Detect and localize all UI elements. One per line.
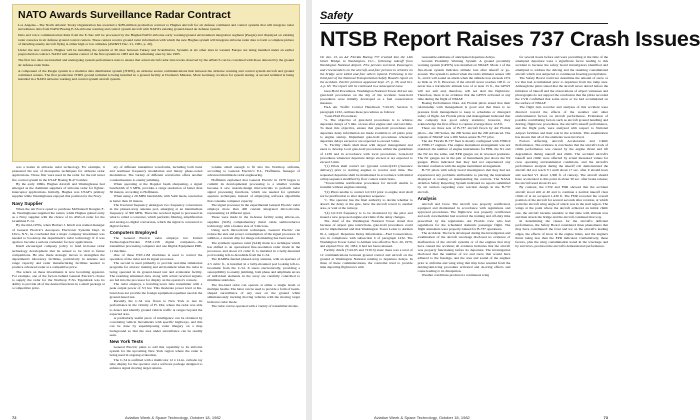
left-column-1: [12, 165, 105, 408]
subheading: New York Tests: [109, 338, 144, 344]
body-paragraph: Kindl encouraged company policy to fund in-house radar technology development that he sensed to be vital to future competitions. He also made strategic moves to strengthen the department's laboratory facilities, particularly in antenna test range capacity and radar manufacturing facilities needed to produce advanced radar at a competitive price.: [12, 244, 105, 270]
body-paragraph: Facility chiefs (7110.65 and 7210.3) state: there was a total of 12 communications between ground control and aircraft on the ground at Washington National relating to departure delays. In three of these communications, the controller tried to provide time departing flightcrews with: [320, 248, 413, 270]
left-column-2: [110, 165, 203, 408]
body-paragraph: was a leader in airborne radar technology. For example, it pioneered the use of monopulse techniques for airborne radar applications. Those first were used in the radar for the tail turret fire control system in the USAF Boeing B-47 bomber.: [12, 165, 105, 182]
body-paragraph: The return on these investments is now becoming apparent. For example, one of the factors behind General Electric's choice to supply the radar for the Northrop F-5G Tigershark was its ability to provide all of the desired functions in a small package at a competitive price.: [12, 269, 105, 291]
body-paragraph: volume small enough to fit into the Northrop airframe, according to General Electric's E.L. Hoffmann, manager of advanced multimode radar engineering.: [207, 165, 301, 178]
body-paragraph: Ground Proximity Warning System. A ground proximity warning system (GPWS) was installed on N62AF. Mode 1 of the five-mode system indicates altitude loss after takeoff or go-around. The system is armed when the radio altimeter senses 100 ft., and it will sound an alarm when the altitude loss exceeds 10% as little as 15 ft. However, if the aircraft never reaches 100 ft. or never has a barometric altitude loss of at least 15 ft., the GPWS will not arm and, therefore, will not alert the flightcrew. Therefore, there is no evidence that the GPWS activated at any time during the flight of N62AF.: [417, 59, 511, 102]
body-paragraph: "(1) Pilots shall contact GC (ground control)/CD (clearance delivery) prior to starting engines to receive start time. The requested departure shall be maintained in accordance with initial callup sequence modified by flow control restrictions.: [320, 164, 413, 181]
body-paragraph: When using a 20-MHz bandwidth, with SAR mode, resolution is better than 10 meters.: [109, 194, 203, 203]
body-paragraph: By contrast, the CVR and FDR showed that the accident aircraft stood still at 40 and to continue a normal takeoff clear climb of at an accepted 1,430 ft. The FDR recorded the overall position of the aircraft for several seconds after rotation, at which point the aircraft wing angle of attack was in the stall region. The wings at the point where the aircraft achieved an initial climb rate, the aircraft became unstable at that time with altitude loss and then struck the bridge and the aircraft continued that way.: [515, 185, 609, 219]
body-paragraph: Using such microcircuit techniques, General Electric can reduce the size and power consumption of the signal processor. In addition, a custom chip for image reformatting has been used.: [207, 228, 301, 241]
left-column-3: [207, 165, 300, 408]
body-paragraph: "(4) GC/CD frequency is to be monitored by the pilot and issued a new proposed engine start time if the delay changes.: [320, 210, 413, 219]
body-paragraph: The signal processor in the experimental General Electric radar employs more than 400 custom integrated microcircuits, representing 14 different types.: [207, 202, 301, 216]
page-number: 72: [12, 415, 17, 420]
body-paragraph: One of these ESE-11M machines is used to control the operation of the radar and its signal processor.: [109, 252, 203, 262]
body-paragraph: The General Electric radar employs two United Technologies/Norden ESE-1158 digital computers—the transmitter processing computer and one Digital Equipment PDP-11 machine.: [109, 236, 203, 253]
body-paragraph: These were made in the in-house facility using silicon-on-sapphire (SOS) complementary metal oxide semiconductor technology with a feature size of 3 microns.: [207, 215, 301, 228]
magazine-footer: Aviation Week & Space Technology, October 18, 1982: [125, 415, 221, 420]
body-paragraph: By the mid-1970s, when Herbert J. Kindl was named manager of General Electric's Aerospace Electronic Systems Dept. in Utica, N.Y., he concluded that a major company investment was needed to bootstrap the department's radar technology if it was again to become a serious contender for new applications.: [12, 223, 105, 245]
sidebar-box: [12, 4, 300, 162]
body-paragraph: "b. Facility chiefs shall meet with airport management and users to develop local gate-hold procedures within the guidelines of 1239 and in accordance with local procedures. Gate-hold procedures whenever departure delays exceed or are expected to exceed 5 min.: [320, 143, 413, 165]
body-paragraph: The C-54 is outfitted with a multicolor 12 x 12-in. cathode ray tube display for the operator and a software package designed to enhance signal moving target returns.: [109, 357, 203, 370]
left-article-body: [12, 165, 300, 408]
body-paragraph: The Accident. The facts developed during the investigation and examination of the aircraft wreckage disclosed no evidence of malfunction of the aircraft systems or of the engines that may have caused the accident; all evidence indicates that the aircraft was properly functioning before its departure. The investigation disclosed that the number of ice and snow that would have adhered to the fuselage, and the area and sound of the engines prior to airframe and wing icing that may have resulted from the deicing/anti-icing procedure activated and de-icing effects and cause leading to its dissipation.: [417, 231, 511, 273]
subheading: Computers Employed: [109, 230, 158, 236]
body-paragraph: When operating at the Doppler beam sharpening, a signal bandwidth of 5 MHz, provides a range resolution of better than 30 meters, according to Hoffmann.: [109, 181, 203, 195]
body-paragraph: Factors Affecting Aircraft Acceleration and Climb Performance. The evidence is conclusive that the aircraft's lack of climb performance was caused by the engine thrust and lift degradation during takeoff and climb. The accident aircraft's takeoff and climb were affected by actual measured values for crew operating environmental conditions, and the aircraft's performance analysis during the takeoff roll demonstrated the aircraft did not reach V1 until about 17 sec. after it should have and reached V1 about 1,300 ft. of runway. The aircraft should have accelerated to this point in about 30 sec. after brake release; the aircraft used about 45 sec.: [515, 139, 609, 186]
body-paragraph: Gust-Hold Procedures. Washington National Tower did not use gust-hold procedures on the day of the accident. Gust-hold procedures were initially developed as a fuel conservation measure.: [320, 88, 413, 106]
subheading: Analysis: [417, 195, 437, 201]
body-paragraph: The Ku-band radar can operate at either a single beam or multiple beams. The latter can be used to provide a form of beam-shaped surveillance of any area on the ground while simultaneously tracking moving vehicles with the moving target indicator radar mode.: [207, 282, 301, 304]
body-paragraph: The radar can be operated with a variety of transmitter modes.: [211, 303, 299, 308]
body-paragraph: In determining the causes for the aircraft's deficient performance, the Safety Board considered three phenomena that may have contributed: the frost and ice on the aircraft's leading edges, the effects of snow in the engine inlets, and the engine's thrust being less than the EPR indicated. Cumulatively, these factors, plus the wing contamination noted in the wreckage and by survivors, produced the aircraft's demonstrated performance.: [515, 218, 609, 249]
right-column-2: [418, 55, 511, 361]
body-paragraph: "Gust-Hold Procedures: [324, 113, 357, 118]
page-number: 73: [603, 415, 608, 420]
body-paragraph: "(2) Pilots unable to contact GC/CD prior to engine start shall not be justification to alter departure sequence.: [320, 189, 413, 198]
body-paragraph: "c. The operator has the final authority to decide whether to absorb the delay at the gate, have the aircraft towed to another area, or wait at the runway.: [320, 197, 413, 211]
body-paragraph: When the Air Force opted to purchase McDonnell Douglas F-4s, Westinghouse supplied the radars, while Hughes gained entry as a Navy supplier with the choice of its AWG-9 radar for the Grumman F-14.: [12, 206, 105, 224]
sidebar-paragraph: Los Angeles—The North Atlantic Treaty Organization has awarded a $285-million production contract to Hughes Aircraft for air defense command and control systems that will integrate radar surveillance data from NATO Boeing E-3A airborne warning and control system aircraft with NATO's existing ground-based air defense system.: [18, 23, 294, 32]
body-paragraph: There are three sets of B-737 aircraft flown by Air Florida pilots—the 100 Series, the 200 Series and the 200 Advanced. The captain of N62AF was a 200 Series senior B-737 pilot.: [417, 126, 511, 139]
body-paragraph: General Electric plans to add this capability to its airborne system for the upcoming New York region where the radar is being used in ongoing evaluation.: [109, 344, 203, 358]
body-paragraph: The radar employs a traveling-wave tube transmitter with a peak output power of 3.5 kw. This moderate power level at Ku-band does not provide the foreign equipment equalizer used in the ground-based test.: [109, 282, 203, 299]
body-paragraph: reasonable estimates of anticipated departure delays.: [421, 55, 496, 59]
subheading: Navy Supplier: [12, 200, 43, 206]
sidebar-text: [18, 23, 294, 81]
sidebar-paragraph: Data and voice communication links from the E-3As will be processed by the Hughes/NATO airborne early warning/ground environment integration segment (Peegie) and displayed on existing radar consoles in air defense ground control centers. These centers receive ground radar information with which the new Hughes system will integrate airborne radar data to form a complete picture of intruding enemy aircraft flying at either high or low altitudes (AW&ST Dec. 21, 1981, p. 40).: [18, 33, 294, 46]
page-gutter: [306, 0, 312, 420]
right-article-body: [320, 55, 608, 361]
section-label: Safety: [320, 10, 608, 24]
body-paragraph: The Ku-band frequency undergoes two frequency conversions in the phased-array antenna pod, emerging at an intermediate frequency of 300 MHz. There the received signal is processed in what is called a converter, which performs filtering, amplification and analog-to-digital conversion, which the signal is converted to digital format.: [109, 202, 203, 228]
sidebar-paragraph: A component of the Peegie system is a modular data distribution system (JTIDS), an airborne secure communications link between the airborne warning and control system aircraft and ground command centers. The first production JTIDS ground terminal is being installed in a ground facility at Dorman's Mission, Mont Germany, location for system testing. A second terminal is being installed in a NATO airborne warning and control system aircraft system.: [18, 68, 294, 82]
right-page: [314, 0, 700, 420]
body-paragraph: The flight data recorder and analyses of this accident were directed toward the effects of the weather and other environmental factors on aircraft performance. Evaluation of possible contributing factors such as aircraft ground handling and deicing, flightcrew procedures, the aircraft's takeoff performance, and the flight path, were analyzed with respect to National Airport facilities and their role in the accident. This examination has shown that all of the elements were involved.: [515, 105, 609, 139]
body-paragraph: The second is used primarily to provide real-time simulation programs for aircrew training and environment when the radar is being operated in its ground-based test and evaluation facility. The resulting simulated data, along with actual received signals, are fed into the processor for display on the operator's console.: [109, 261, 203, 283]
body-paragraph: The synthetic aperture radar (SAR) mode is a technique which has shifted to an operational fine-resolution radar mode in the processor, and about 2.5 cubic ft. is installed in a belly-mounted pod looking left-to-broadside from the C-54.: [207, 240, 301, 258]
sidebar-paragraph: The first two sites are installed and undergoing system performance tests to ensure that actual aircraft radar data tracks observed by the AWACS can be correlated with those detected by the ground air defense radar links.: [18, 58, 294, 67]
body-paragraph: Recently the C-54 was flown to New York to test its performance in the vicinity of Ft. Dix, where the radar was able to detect and identify ground vehicle traffic at ranges beyond the expected area.: [109, 299, 203, 316]
body-paragraph: By the early 1960s, Hughes Aircraft and Westinghouse had emerged as the dominant suppliers of airborne radar for fighter-interceptor applications. Initially, Hughes was USAF's primary supplier while Westinghouse enjoyed that position for the Navy.: [12, 181, 105, 199]
body-paragraph: On Jan. 13, an Air Florida Boeing 737 crashed into the 14th Street Bridge in Washington, D.C., following takeoff from Washington National Airport. Five persons survived. Passengers and crewmembers on the aircraft, and four persons in vehicles on the bridge were killed and four others injured. Following is the third part of the National Transportation Safety Board's report on the accident. Earlier portions appeared Sept. 27, p. 78, and Oct. 4, p. 63. The report will be continued in a subsequent issue.: [320, 55, 413, 89]
body-paragraph: The chief of the Washington National Tower stated that because of airport gate restrictions, gate-hold procedures could not be implemented and that Washington Tower Letter to Airmen 81-1, subject: Departure Delay Information—Fuel Conservation, was in compliance with subsection b of paragraph 1232. The Washington Tower Letter to Airmen was effective Nov. 20, 1979, and expired Nov. 20, 1981; it had not been reissued.: [320, 218, 413, 249]
magazine-footer: Aviation Week & Space Technology, October 18, 1982: [374, 415, 470, 420]
body-paragraph: Weather conditions produced a continuous icing: [421, 273, 490, 278]
body-paragraph: The DARPA-funded phased-array antenna, with an aperture of 2.5 cubic ft., is installed in a belly-mounted pod looking left-to-broadside from the C-54. It steers electronically, providing a susceptibility to enemy jamming, both phase and amplitude errors of individual elements in the array are carefully controlled to minimize sidelobes.: [207, 257, 301, 283]
body-paragraph: for several hours before and were prevailing at the time of the attempted departure were a significant factor leading to this accident is because the safety board investigators identified and attempted to address the deicing and the resulting contaminated aircraft which was subjected to continuous freezing precipitation.: [515, 55, 609, 76]
body-paragraph: "a. The objective of gust-hold procedures is to achieve departure delays of 5 min. on less after engine start and taxi time. To meet this objective, ensure that gate-hold procedures and departure delay information are made available to all pilots prior to engine startup. Implement gate-hold procedures whenever departure delays exceed or are expected to exceed 5 min.: [320, 118, 413, 144]
left-page: [0, 0, 304, 420]
sidebar-title: NATO Awards Surveillance Radar Contract: [18, 9, 231, 21]
body-paragraph: Hoffmann explained that General Electric in 1978 began to commit its developmental processing to a smaller volume because it saw custom-design microcircuits to perform radar signal processing functions, which are needed for synthetic aperture techniques, instead of employing software algorithms that consume computer capacity.: [207, 177, 301, 203]
body-paragraph: FAA Air Traffic Control Handbook 7110.65, Section 3, paragraph 1232, outlines these procedures as follows:: [320, 105, 413, 114]
body-paragraph: ety of different transmitter waveforms, including both burst and nonlinear frequency modulation and binary phase-coded modulation. The variety of different waveforms offers another countermeasure to enemy jamming.: [109, 165, 203, 182]
body-paragraph: A particularly useful piece of intelligence can be obtained by correlating vehicle movements with specific highways, and this can be done by superimposing radar imagery on a map background so that the area under surveillance can be readily seen.: [109, 315, 203, 337]
body-paragraph: "Tower/airline notification procedures for aircraft unable to transmit without engines running.: [320, 181, 413, 190]
body-paragraph: Aircraft and Crew. The aircraft was properly certificated, equipped and maintained in accordance with regulations and approved procedures. The flightcrew was properly certificated and each crewmember had received the training and off-duty time prescribed by the regulations. Air Florida crew who had regulations for the scheduled domestic passenger flight. The flight attendants were properly trained for B-737 operations.: [417, 201, 511, 231]
body-paragraph: The Safety Board could not determine the amount of snow or ice that had accumulated prior to departure from the ramp area. Although the pilots stated that the aircraft never deiced before the initiation of takeoff and the observations of airport witnesses and photographs do not support the conclusion that the pilots recorded the CVR confirmed that some snow or ice had accumulated on the surface of N62AF.: [515, 76, 609, 106]
article-headline: NTSB Report Raises 737 Crash Issues: [320, 27, 700, 51]
body-paragraph: B-737 pilots with safety board investigators that they had not experienced any problems attributable to placing the instrument displayed or reading or manipulating the controls. The NASA Aviation Safety Reporting System indicated no reports submitted by air carriers regarding crew reaction design in the B-737 aircraft.: [417, 168, 511, 194]
right-column-1: [320, 55, 413, 361]
sidebar-paragraph: Under the new contract, Hughes will be installing the systems at 36 sites between Turkey and Scandinavia. Systems at six other sites in western Europe are being installed under an earlier preproduction contract. NATO will assume control of the first systems in 1983 and the remaining ones by late 1985.: [18, 48, 294, 57]
body-paragraph: The Air Florida B-737 fleet is mostly configured with JT8D-9 or JT8D-17 engines. The engine instrument arrangement was not standard; the number of engine instruments for EPR, the N1 and the N2 are the same, and EPR gauges are in reversed positions. The N1 gauges are in the pair of instruments just above the N2 gauges. Pilots indicated that they had not experienced any incident confusion with the engine instrument arrangement.: [417, 139, 511, 169]
right-column-3: [515, 55, 608, 361]
body-paragraph: Boeing Performance Data. Air Florida pilots stated that their relationship with management is good and that there is no pressure from management to keep to schedules or disregard safety of flight. Air Florida pilots and management indicated that the company has good safety statistics; however, they acknowledge the first officer to capture average three 12.8 ft.: [417, 101, 511, 127]
